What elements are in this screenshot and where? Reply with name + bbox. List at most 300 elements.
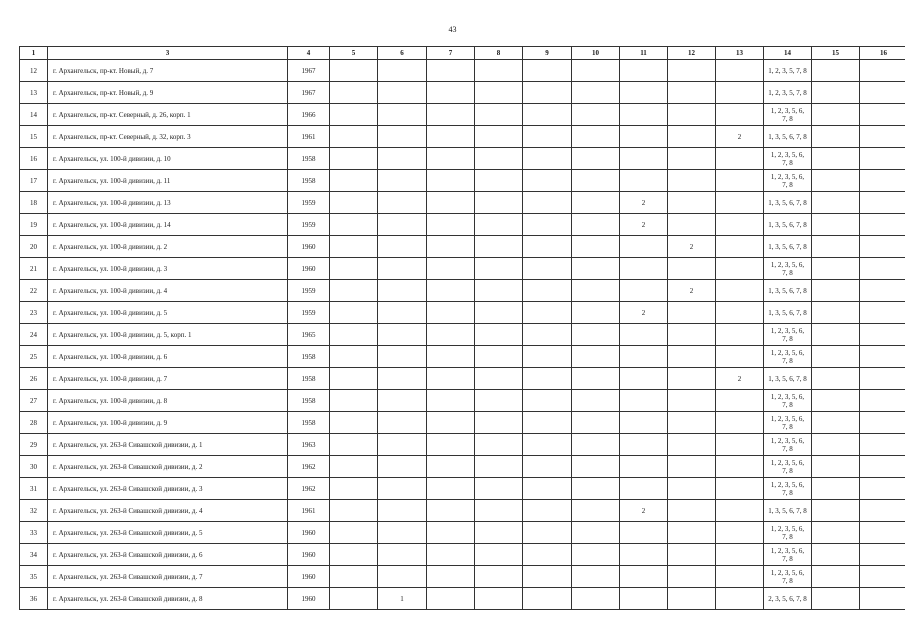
value-cell [330, 588, 378, 610]
value-cell [427, 126, 475, 148]
value-cell [716, 104, 764, 126]
notes-cell: 1, 3, 5, 6, 7, 8 [764, 500, 812, 522]
value-cell [572, 390, 620, 412]
row-number-cell: 29 [20, 434, 48, 456]
year-cell: 1960 [288, 544, 330, 566]
value-cell [475, 412, 523, 434]
value-cell [860, 104, 905, 126]
value-cell [330, 346, 378, 368]
value-cell [668, 192, 716, 214]
value-cell [427, 346, 475, 368]
row-number-cell: 35 [20, 566, 48, 588]
row-number-cell: 34 [20, 544, 48, 566]
table-row [20, 390, 905, 412]
year-cell: 1967 [288, 60, 330, 82]
value-cell [620, 170, 668, 192]
value-cell [812, 346, 860, 368]
value-cell [668, 170, 716, 192]
value-cell [812, 478, 860, 500]
value-cell [572, 126, 620, 148]
value-cell [812, 368, 860, 390]
value-cell [812, 82, 860, 104]
value-cell [668, 566, 716, 588]
year-cell: 1967 [288, 82, 330, 104]
value-cell [812, 588, 860, 610]
value-cell [620, 346, 668, 368]
value-cell [620, 104, 668, 126]
value-cell: 2 [668, 280, 716, 302]
value-cell [860, 126, 905, 148]
value-cell [812, 566, 860, 588]
address-cell: г. Архангельск, ул. 263-й Сивашской дивизии, д. 7 [48, 566, 288, 588]
year-cell: 1963 [288, 434, 330, 456]
value-cell [620, 148, 668, 170]
value-cell [330, 500, 378, 522]
value-cell [860, 170, 905, 192]
table-row [20, 588, 905, 610]
value-cell [860, 456, 905, 478]
value-cell [378, 82, 427, 104]
value-cell [427, 390, 475, 412]
value-cell [620, 258, 668, 280]
value-cell [668, 324, 716, 346]
value-cell [620, 478, 668, 500]
notes-cell: 1, 2, 3, 5, 6, 7, 8 [764, 566, 812, 588]
address-cell: г. Архангельск, пр-кт. Северный, д. 26, корп. 1 [48, 104, 288, 126]
value-cell: 2 [620, 192, 668, 214]
value-cell [427, 456, 475, 478]
address-cell: г. Архангельск, ул. 100-й дивизии, д. 13 [48, 192, 288, 214]
value-cell [378, 126, 427, 148]
value-cell: 2 [716, 368, 764, 390]
value-cell [668, 126, 716, 148]
value-cell [475, 104, 523, 126]
value-cell [378, 456, 427, 478]
year-cell: 1959 [288, 192, 330, 214]
value-cell [427, 522, 475, 544]
column-header: 8 [475, 47, 523, 60]
value-cell [475, 302, 523, 324]
value-cell [330, 60, 378, 82]
value-cell [620, 60, 668, 82]
row-number-cell: 23 [20, 302, 48, 324]
table-row [20, 280, 905, 302]
value-cell [716, 346, 764, 368]
value-cell [572, 170, 620, 192]
value-cell [475, 82, 523, 104]
value-cell [427, 588, 475, 610]
value-cell [378, 280, 427, 302]
table-row [20, 522, 905, 544]
value-cell [523, 478, 572, 500]
value-cell [523, 456, 572, 478]
value-cell [378, 236, 427, 258]
year-cell: 1959 [288, 214, 330, 236]
value-cell [523, 588, 572, 610]
address-cell: г. Архангельск, ул. 100-й дивизии, д. 7 [48, 368, 288, 390]
value-cell [572, 60, 620, 82]
notes-cell: 1, 2, 3, 5, 6, 7, 8 [764, 390, 812, 412]
notes-cell: 1, 2, 3, 5, 7, 8 [764, 82, 812, 104]
value-cell [620, 82, 668, 104]
value-cell [523, 280, 572, 302]
value-cell [523, 214, 572, 236]
value-cell [523, 368, 572, 390]
notes-cell: 1, 2, 3, 5, 6, 7, 8 [764, 258, 812, 280]
value-cell [378, 258, 427, 280]
value-cell [716, 280, 764, 302]
table-row [20, 302, 905, 324]
value-cell [330, 368, 378, 390]
value-cell [620, 522, 668, 544]
value-cell [572, 368, 620, 390]
value-cell [620, 368, 668, 390]
value-cell [572, 588, 620, 610]
value-cell [860, 390, 905, 412]
value-cell [668, 302, 716, 324]
value-cell [427, 500, 475, 522]
value-cell [427, 566, 475, 588]
value-cell [572, 434, 620, 456]
value-cell [378, 390, 427, 412]
value-cell [378, 170, 427, 192]
value-cell [716, 588, 764, 610]
value-cell [620, 324, 668, 346]
value-cell [860, 566, 905, 588]
value-cell [475, 478, 523, 500]
value-cell [475, 368, 523, 390]
value-cell [860, 368, 905, 390]
column-header: 4 [288, 47, 330, 60]
column-header: 1 [20, 47, 48, 60]
value-cell [330, 478, 378, 500]
value-cell [668, 500, 716, 522]
value-cell [330, 126, 378, 148]
value-cell [427, 192, 475, 214]
value-cell [427, 478, 475, 500]
column-header: 16 [860, 47, 905, 60]
notes-cell: 1, 2, 3, 5, 6, 7, 8 [764, 522, 812, 544]
value-cell [716, 566, 764, 588]
value-cell [572, 214, 620, 236]
value-cell [668, 104, 716, 126]
value-cell [668, 434, 716, 456]
value-cell [572, 236, 620, 258]
value-cell [860, 324, 905, 346]
value-cell: 2 [620, 500, 668, 522]
value-cell [620, 280, 668, 302]
value-cell [378, 192, 427, 214]
row-number-cell: 22 [20, 280, 48, 302]
table-row [20, 456, 905, 478]
year-cell: 1959 [288, 302, 330, 324]
address-cell: г. Архангельск, пр-кт. Северный, д. 32, корп. 3 [48, 126, 288, 148]
value-cell [620, 434, 668, 456]
value-cell [572, 192, 620, 214]
value-cell [860, 82, 905, 104]
table-row [20, 192, 905, 214]
value-cell [572, 456, 620, 478]
value-cell [427, 302, 475, 324]
value-cell [572, 324, 620, 346]
notes-cell: 1, 3, 5, 6, 7, 8 [764, 368, 812, 390]
table-row [20, 170, 905, 192]
value-cell [330, 214, 378, 236]
value-cell [620, 390, 668, 412]
value-cell [475, 346, 523, 368]
row-number-cell: 14 [20, 104, 48, 126]
value-cell [860, 346, 905, 368]
value-cell [427, 434, 475, 456]
value-cell [475, 192, 523, 214]
value-cell [812, 60, 860, 82]
row-number-cell: 30 [20, 456, 48, 478]
table-body [20, 60, 905, 610]
address-cell: г. Архангельск, ул. 100-й дивизии, д. 9 [48, 412, 288, 434]
value-cell [378, 302, 427, 324]
value-cell [812, 214, 860, 236]
value-cell [475, 522, 523, 544]
column-header: 12 [668, 47, 716, 60]
value-cell [330, 324, 378, 346]
value-cell [378, 412, 427, 434]
address-cell: г. Архангельск, ул. 100-й дивизии, д. 14 [48, 214, 288, 236]
year-cell: 1961 [288, 126, 330, 148]
address-cell: г. Архангельск, ул. 100-й дивизии, д. 4 [48, 280, 288, 302]
value-cell [475, 544, 523, 566]
value-cell [572, 478, 620, 500]
value-cell [427, 258, 475, 280]
value-cell [427, 82, 475, 104]
row-number-cell: 19 [20, 214, 48, 236]
address-cell: г. Архангельск, ул. 263-й Сивашской дивизии, д. 5 [48, 522, 288, 544]
table-row [20, 566, 905, 588]
row-number-cell: 12 [20, 60, 48, 82]
value-cell: 2 [620, 302, 668, 324]
notes-cell: 1, 2, 3, 5, 6, 7, 8 [764, 346, 812, 368]
value-cell [860, 500, 905, 522]
value-cell [378, 148, 427, 170]
column-header: 15 [812, 47, 860, 60]
value-cell [330, 148, 378, 170]
value-cell [620, 588, 668, 610]
column-header: 3 [48, 47, 288, 60]
value-cell [475, 588, 523, 610]
value-cell [427, 324, 475, 346]
notes-cell: 1, 2, 3, 5, 7, 8 [764, 60, 812, 82]
value-cell [860, 214, 905, 236]
value-cell [378, 214, 427, 236]
notes-cell: 1, 2, 3, 5, 6, 7, 8 [764, 412, 812, 434]
address-cell: г. Архангельск, пр-кт. Новый, д. 7 [48, 60, 288, 82]
column-header: 13 [716, 47, 764, 60]
value-cell [668, 456, 716, 478]
value-cell [860, 302, 905, 324]
notes-cell: 1, 2, 3, 5, 6, 7, 8 [764, 544, 812, 566]
notes-cell: 1, 3, 5, 6, 7, 8 [764, 236, 812, 258]
value-cell [378, 346, 427, 368]
page-number: 43 [448, 25, 457, 34]
value-cell [620, 566, 668, 588]
table-row [20, 214, 905, 236]
value-cell [475, 456, 523, 478]
value-cell [330, 390, 378, 412]
value-cell [620, 456, 668, 478]
row-number-cell: 36 [20, 588, 48, 610]
address-cell: г. Архангельск, ул. 263-й Сивашской дивизии, д. 6 [48, 544, 288, 566]
value-cell [378, 368, 427, 390]
year-cell: 1958 [288, 148, 330, 170]
year-cell: 1958 [288, 170, 330, 192]
column-header: 7 [427, 47, 475, 60]
value-cell [475, 324, 523, 346]
value-cell [860, 236, 905, 258]
table-row [20, 60, 905, 82]
value-cell [330, 544, 378, 566]
value-cell [668, 478, 716, 500]
value-cell [427, 412, 475, 434]
column-header: 9 [523, 47, 572, 60]
value-cell [812, 412, 860, 434]
value-cell [427, 368, 475, 390]
year-cell: 1962 [288, 456, 330, 478]
value-cell [860, 588, 905, 610]
value-cell [330, 236, 378, 258]
value-cell [716, 500, 764, 522]
value-cell [330, 456, 378, 478]
value-cell [812, 434, 860, 456]
column-header: 14 [764, 47, 812, 60]
year-cell: 1958 [288, 368, 330, 390]
value-cell [716, 60, 764, 82]
value-cell [860, 478, 905, 500]
value-cell [523, 148, 572, 170]
value-cell [668, 258, 716, 280]
value-cell [523, 104, 572, 126]
table-row [20, 324, 905, 346]
value-cell [716, 192, 764, 214]
value-cell [475, 258, 523, 280]
table-row [20, 478, 905, 500]
table-row [20, 368, 905, 390]
value-cell [716, 324, 764, 346]
value-cell [523, 346, 572, 368]
table-row [20, 82, 905, 104]
address-cell: г. Архангельск, ул. 100-й дивизии, д. 5, корп. 1 [48, 324, 288, 346]
value-cell [523, 60, 572, 82]
row-number-cell: 27 [20, 390, 48, 412]
value-cell [427, 60, 475, 82]
table-row [20, 148, 905, 170]
table-row [20, 500, 905, 522]
value-cell [812, 500, 860, 522]
notes-cell: 1, 2, 3, 5, 6, 7, 8 [764, 456, 812, 478]
value-cell [572, 302, 620, 324]
table-row [20, 412, 905, 434]
value-cell [378, 60, 427, 82]
value-cell [475, 434, 523, 456]
notes-cell: 1, 3, 5, 6, 7, 8 [764, 214, 812, 236]
value-cell [572, 346, 620, 368]
year-cell: 1960 [288, 588, 330, 610]
table-row [20, 434, 905, 456]
value-cell [330, 522, 378, 544]
row-number-cell: 21 [20, 258, 48, 280]
year-cell: 1958 [288, 412, 330, 434]
value-cell [812, 522, 860, 544]
value-cell [716, 412, 764, 434]
value-cell [572, 544, 620, 566]
value-cell [427, 236, 475, 258]
value-cell [378, 544, 427, 566]
value-cell [668, 148, 716, 170]
value-cell [716, 302, 764, 324]
value-cell [668, 346, 716, 368]
value-cell [716, 82, 764, 104]
value-cell [523, 236, 572, 258]
value-cell [330, 566, 378, 588]
value-cell [330, 434, 378, 456]
value-cell [716, 214, 764, 236]
value-cell [668, 588, 716, 610]
value-cell [812, 544, 860, 566]
year-cell: 1965 [288, 324, 330, 346]
table-row [20, 346, 905, 368]
address-cell: г. Архангельск, ул. 100-й дивизии, д. 6 [48, 346, 288, 368]
value-cell [668, 82, 716, 104]
table-row [20, 544, 905, 566]
address-cell: г. Архангельск, ул. 100-й дивизии, д. 5 [48, 302, 288, 324]
value-cell [523, 522, 572, 544]
year-cell: 1958 [288, 390, 330, 412]
value-cell [427, 170, 475, 192]
value-cell [620, 412, 668, 434]
value-cell: 2 [716, 126, 764, 148]
row-number-cell: 33 [20, 522, 48, 544]
value-cell [668, 60, 716, 82]
value-cell [475, 170, 523, 192]
value-cell [812, 390, 860, 412]
header-row [20, 47, 905, 60]
notes-cell: 1, 2, 3, 5, 6, 7, 8 [764, 104, 812, 126]
address-cell: г. Архангельск, ул. 263-й Сивашской дивизии, д. 1 [48, 434, 288, 456]
value-cell [572, 566, 620, 588]
value-cell [523, 192, 572, 214]
year-cell: 1958 [288, 346, 330, 368]
value-cell [427, 214, 475, 236]
value-cell [330, 170, 378, 192]
value-cell [475, 566, 523, 588]
year-cell: 1966 [288, 104, 330, 126]
table-row [20, 236, 905, 258]
value-cell [330, 412, 378, 434]
address-cell: г. Архангельск, пр-кт. Новый, д. 9 [48, 82, 288, 104]
year-cell: 1960 [288, 236, 330, 258]
row-number-cell: 15 [20, 126, 48, 148]
value-cell [716, 390, 764, 412]
year-cell: 1959 [288, 280, 330, 302]
column-header: 5 [330, 47, 378, 60]
column-header: 11 [620, 47, 668, 60]
value-cell [475, 500, 523, 522]
value-cell [378, 324, 427, 346]
value-cell [812, 302, 860, 324]
notes-cell: 1, 2, 3, 5, 6, 7, 8 [764, 434, 812, 456]
row-number-cell: 25 [20, 346, 48, 368]
value-cell [475, 148, 523, 170]
notes-cell: 1, 3, 5, 6, 7, 8 [764, 126, 812, 148]
value-cell [716, 522, 764, 544]
